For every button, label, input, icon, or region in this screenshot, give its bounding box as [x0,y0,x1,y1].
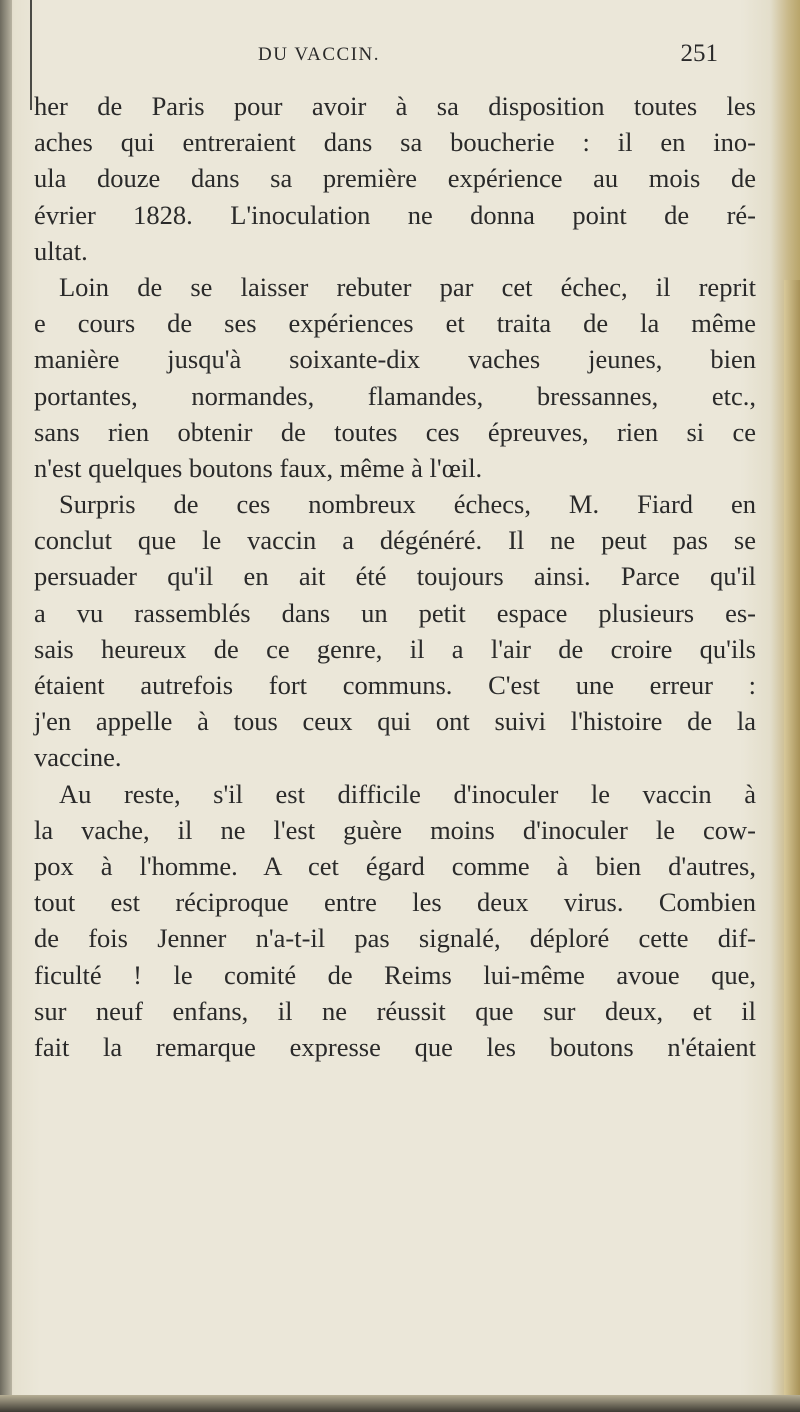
page-right-edge [784,280,800,1412]
page-header [258,36,718,76]
binding-rule [30,0,32,110]
text-line: a vu rassemblés dans un petit espace plusieurs es- [34,597,756,628]
text-line: tout est réciproque entre les deux virus. Combien [34,887,756,918]
body-text [34,88,756,1065]
text-line: Surpris de ces nombreux échecs, M. Fiard en [59,489,756,520]
text-line: portantes, normandes, flamandes, bressannes, etc., [34,380,756,411]
running-title: DU VACCIN. [258,44,380,65]
text-line: ula douze dans sa première expérience au mois de [34,163,756,194]
text-line: her de Paris pour avoir à sa disposition toutes les [34,91,756,121]
text-line: j'en appelle à tous ceux qui ont suivi l'histoire de la [34,706,756,737]
text-line: ficulté ! le comité de Reims lui-même avoue que, [34,959,756,990]
page-number: 251 [680,40,718,67]
text-line: évrier 1828. L'inoculation ne donna point de ré- [34,199,756,230]
text-line: persuader qu'il en ait été toujours ainsi. Parce qu'il [34,561,756,592]
page-binding-edge [0,0,12,1412]
text-line: vaccine. [34,742,122,773]
text-line: de fois Jenner n'a-t-il pas signalé, déploré cette dif- [34,923,756,954]
text-line: Au reste, s'il est difficile d'inoculer le vaccin à [59,778,756,809]
text-line: la vache, il ne l'est guère moins d'inoculer le cow- [34,814,756,845]
text-line: sans rien obtenir de toutes ces épreuves, rien si ce [34,416,756,447]
text-line: Loin de se laisser rebuter par cet échec, il reprit [59,271,756,302]
text-line: aches qui entreraient dans sa boucherie : il en ino- [34,127,756,158]
text-line: manière jusqu'à soixante-dix vaches jeunes, bien [34,344,756,375]
page-bottom-edge [0,1395,800,1412]
text-line: n'est quelques boutons faux, même à l'œil. [34,452,483,483]
text-line: fait la remarque expresse que les boutons n'étaient [34,1031,756,1062]
text-line: conclut que le vaccin a dégénéré. Il ne peut pas se [34,525,756,556]
text-line: e cours de ses expériences et traita de la même [34,308,756,339]
text-line: sur neuf enfans, il ne réussit que sur deux, et il [34,995,756,1026]
text-line: ultat. [34,235,88,266]
text-line: étaient autrefois fort communs. C'est une erreur : [34,670,756,700]
text-line: pox à l'homme. A cet égard comme à bien d'autres, [34,850,756,881]
text-line: sais heureux de ce genre, il a l'air de croire qu'ils [34,633,756,664]
